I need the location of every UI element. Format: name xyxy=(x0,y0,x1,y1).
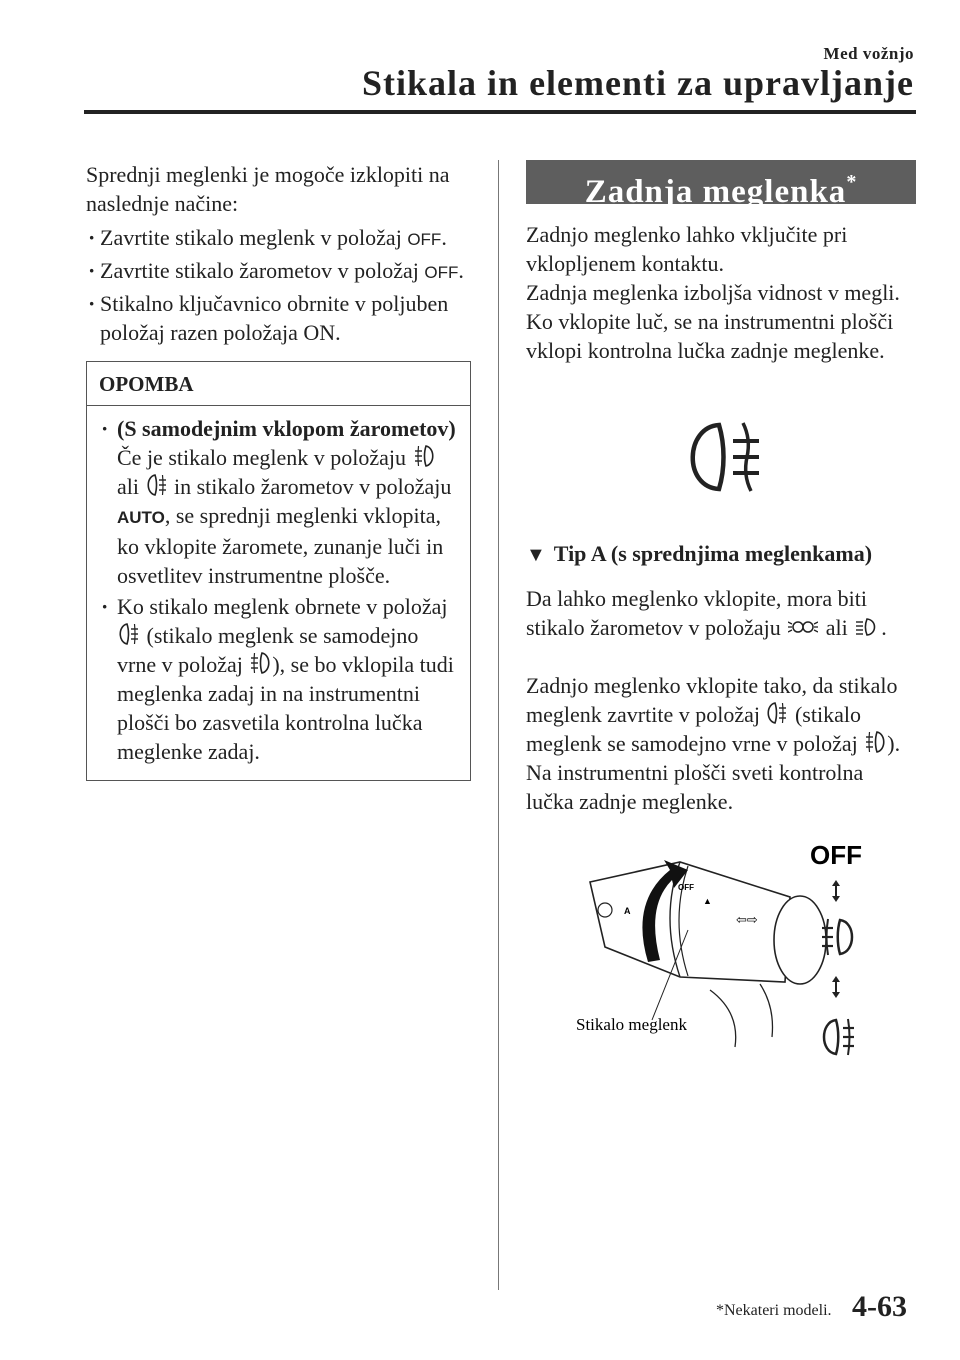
svg-text:A: A xyxy=(624,906,631,916)
note-body xyxy=(87,406,470,780)
rear-fog-icon xyxy=(119,622,139,646)
rear-fog-icon xyxy=(147,473,167,497)
note-box xyxy=(86,361,471,781)
footnote: *Nekateri modeli. xyxy=(716,1302,832,1319)
off-methods-list xyxy=(86,223,471,347)
note-text: , se sprednji meglenki vklopita, ko vklopite žaromete, zunanje luči in osvetlitev instrumentne plošče. xyxy=(117,503,444,588)
paragraph: Zadnja meglenka izboljša vidnost v megli. Ko vklopite luč, se na instrumentni plošči vklopi kontrolna lučka zadnje meglenke. xyxy=(526,280,900,363)
list-item-text: Zavrtite stikalo žarometov v položaj xyxy=(100,258,419,283)
up-down-arrow-icon xyxy=(832,880,840,902)
fog-switch-diagram xyxy=(560,842,890,1072)
list-item xyxy=(99,592,458,766)
paragraph-text: Zadnjo meglenko vklopite tako, da stikalo meglenk zavrtite v položaj xyxy=(526,673,898,727)
note-text: ), se bo vklopila tudi meglenka zadaj in na instrumentni plošči bo zasvetila kontrolna lučka meglenke zadaj. xyxy=(117,652,454,764)
parking-lights-icon xyxy=(788,616,818,638)
headlights-icon xyxy=(855,616,879,638)
tip-heading xyxy=(526,539,916,570)
note-list xyxy=(99,414,458,766)
front-fog-icon xyxy=(822,919,852,955)
off-label: OFF xyxy=(424,263,459,282)
rear-fog-icon xyxy=(824,1019,854,1055)
switch-label: Stikalo meglenk xyxy=(576,1015,687,1034)
auto-label: AUTO xyxy=(117,508,165,527)
svg-text:⇦⇨: ⇦⇨ xyxy=(736,912,758,927)
list-item xyxy=(86,223,471,254)
note-heading: OPOMBA xyxy=(87,362,470,406)
list-item-text: Stikalno ključavnico obrnite v poljuben položaj razen položaja ON. xyxy=(100,291,449,345)
right-column xyxy=(526,160,916,816)
note-text: ali xyxy=(117,474,139,499)
tip-heading-text: Tip A (s sprednjima meglenkama) xyxy=(553,541,873,566)
page-title: Stikala in elementi za upravljanje xyxy=(362,63,914,103)
section-label: Med vožnjo xyxy=(823,44,914,63)
paragraph-text: . xyxy=(881,615,887,640)
punctuation: . xyxy=(458,258,464,283)
note-text: Ko stikalo meglenk obrnete v položaj xyxy=(117,594,448,619)
column-divider xyxy=(498,160,499,1290)
paragraph-text: (stikalo meglenk se samodejno vrne v položaj xyxy=(526,702,861,756)
section-banner xyxy=(526,160,916,210)
paragraph-text: ali xyxy=(825,615,848,640)
front-fog-icon xyxy=(250,651,270,675)
paragraph-text: Da lahko meglenko vklopite, mora biti stikalo žarometov v položaju xyxy=(526,586,867,640)
svg-text:OFF: OFF xyxy=(678,883,694,892)
svg-text:▲: ▲ xyxy=(703,896,712,906)
page-number: 4-63 xyxy=(852,1290,907,1323)
triangle-marker: ▼ xyxy=(526,544,546,566)
header-rule xyxy=(84,110,916,114)
list-item xyxy=(86,256,471,287)
list-item xyxy=(86,289,471,347)
note-text: Če je stikalo meglenk v položaju xyxy=(117,445,406,470)
up-down-arrow-icon xyxy=(832,976,840,998)
note-text: in stikalo žarometov v položaju xyxy=(174,474,452,499)
off-position-label: OFF xyxy=(810,842,862,870)
left-column xyxy=(86,160,471,781)
paragraph xyxy=(526,584,916,642)
list-item xyxy=(99,414,458,590)
list-item-text: Zavrtite stikalo meglenk v položaj xyxy=(100,225,402,250)
note-item-title: (S samodejnim vklopom žarometov) xyxy=(117,416,456,441)
rear-fog-warning-icon xyxy=(681,419,763,495)
intro-paragraph: Sprednji meglenki je mogoče izklopiti na naslednje načine: xyxy=(86,162,450,216)
note-text: (stikalo meglenk se samodejno vrne v položaj xyxy=(117,623,419,677)
rear-fog-icon xyxy=(767,701,787,725)
paragraph xyxy=(526,671,916,816)
banner-title: Zadnja meglenka xyxy=(584,174,847,210)
front-fog-icon xyxy=(414,444,434,468)
front-fog-icon xyxy=(865,730,885,754)
off-label: OFF xyxy=(407,230,442,249)
paragraph: Zadnjo meglenko lahko vključite pri vklopljenem kontaktu. xyxy=(526,222,848,276)
punctuation: . xyxy=(441,225,447,250)
paragraph-text: ). Na instrumentni plošči sveti kontrolna lučka zadnje meglenke. xyxy=(526,731,901,814)
footnote-mark: * xyxy=(846,171,858,193)
